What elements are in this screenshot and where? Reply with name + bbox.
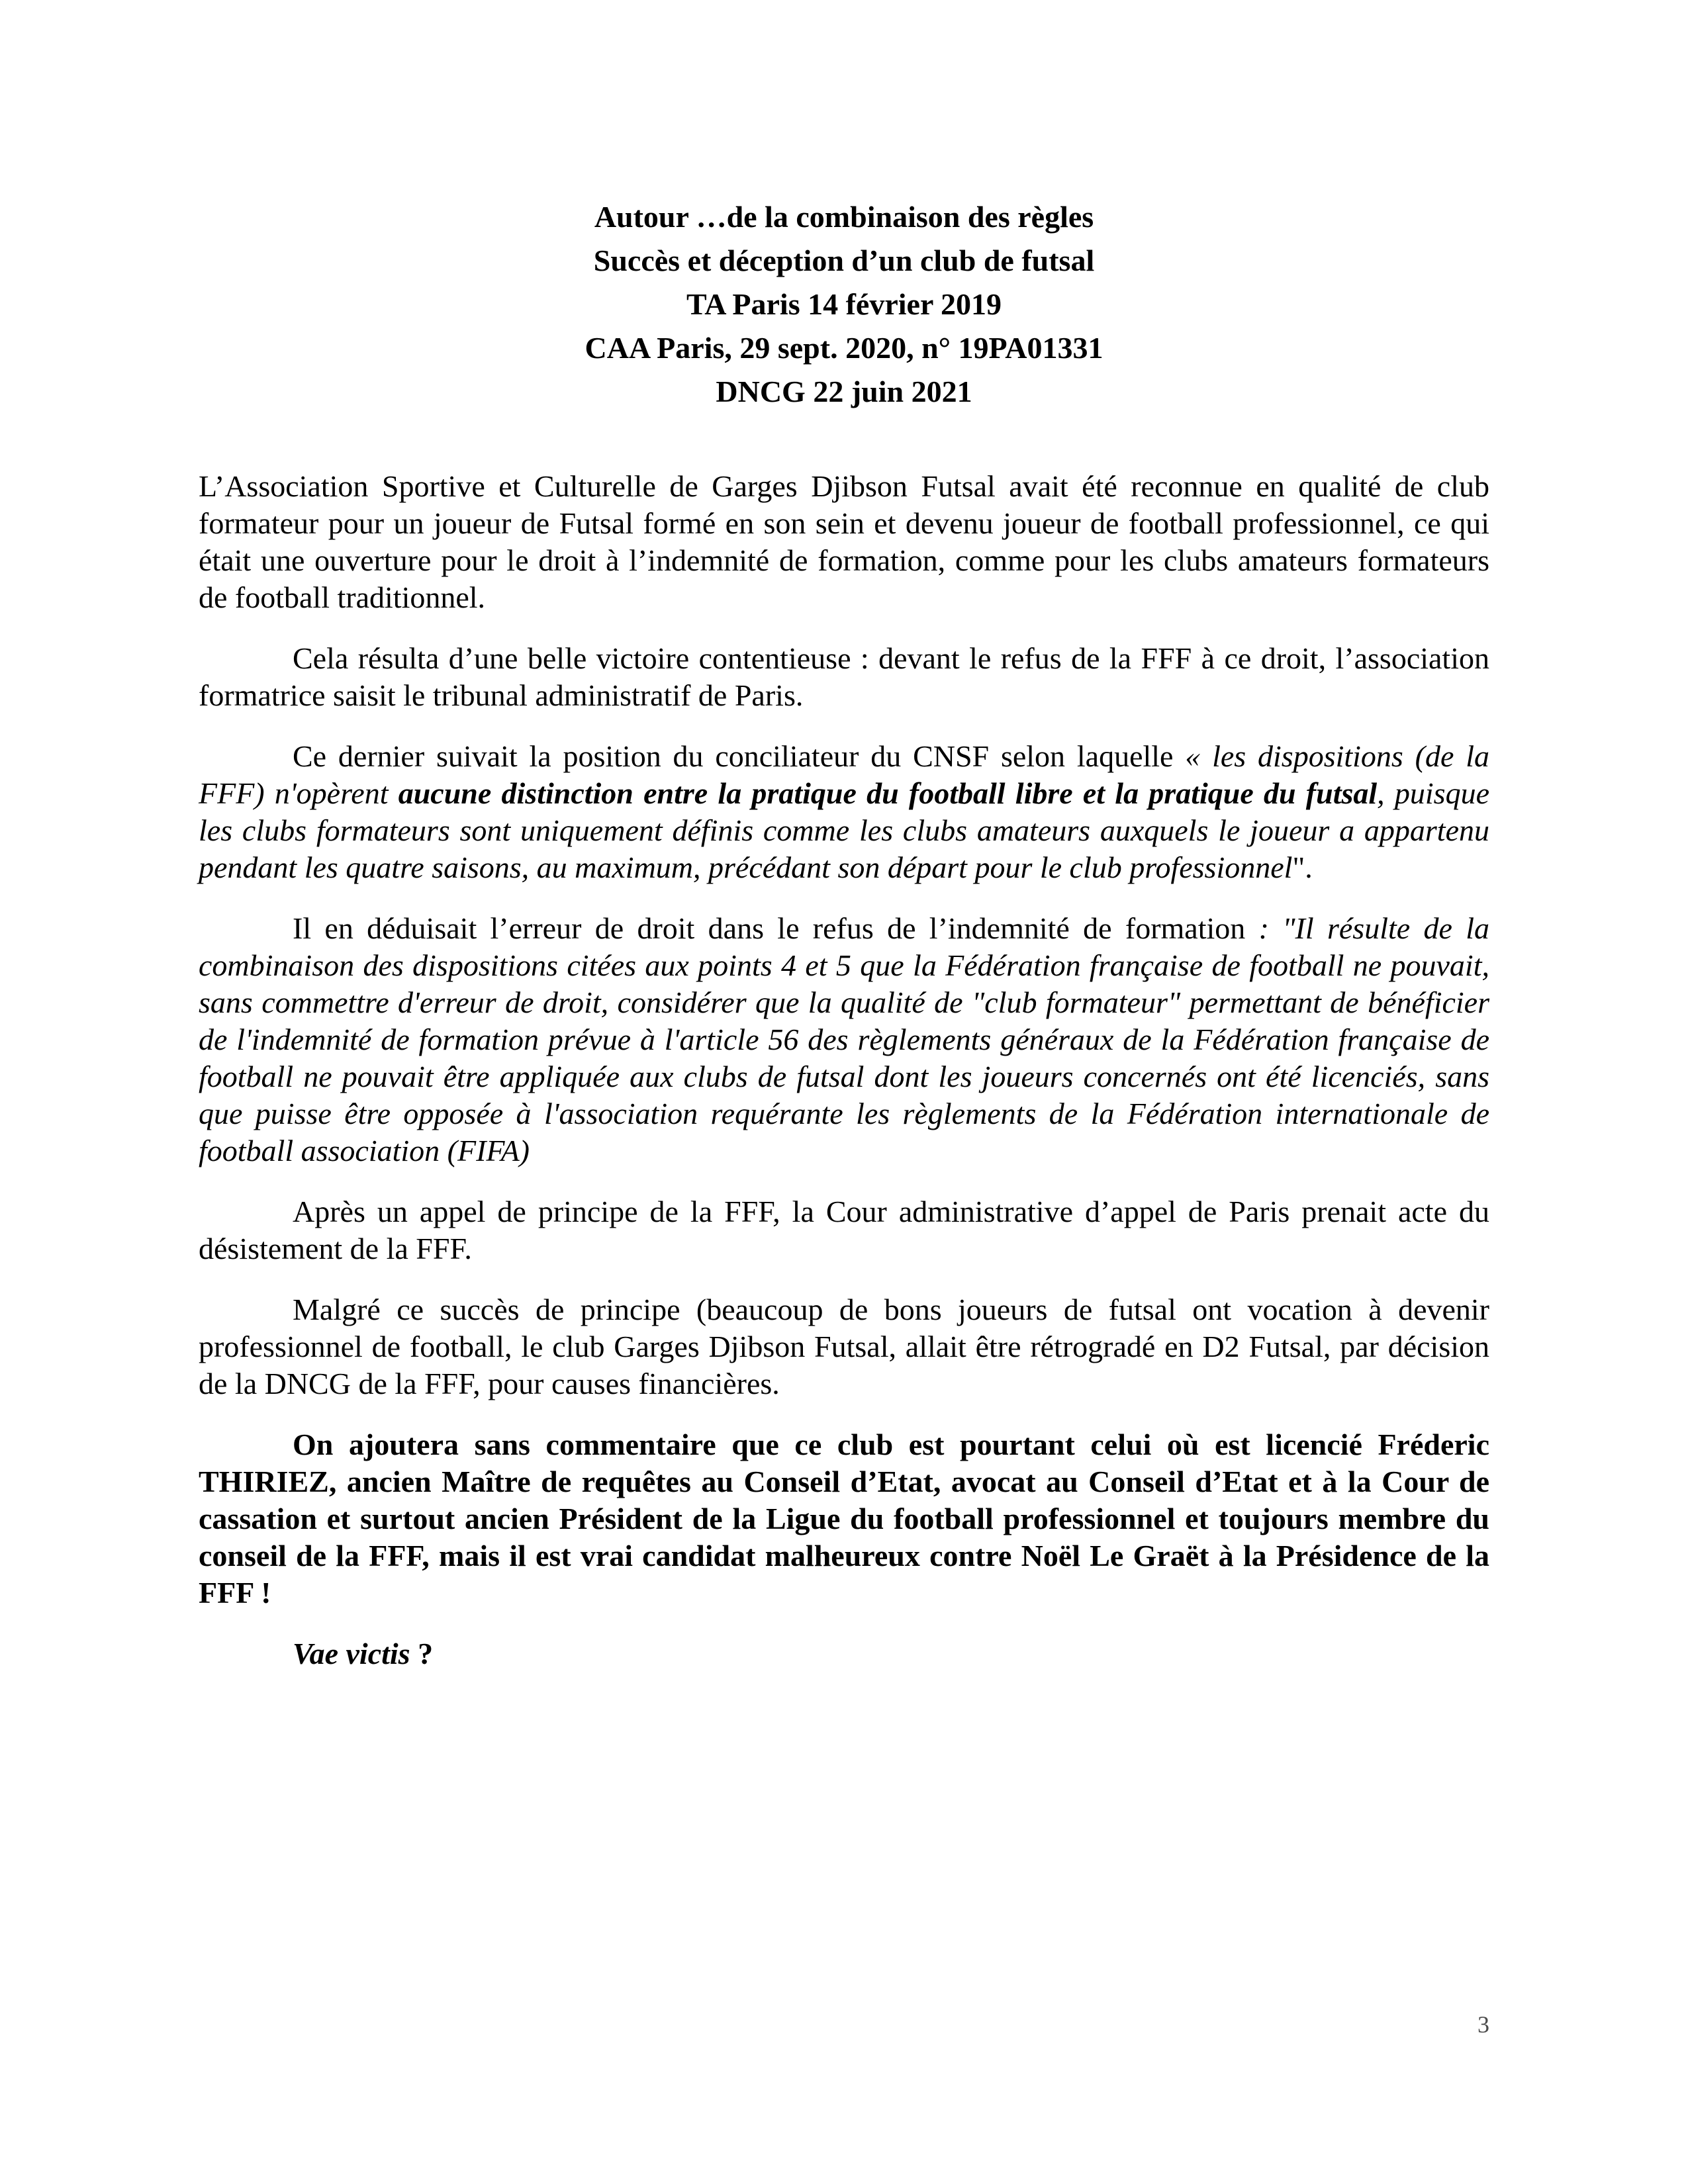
paragraph-3-quote-start: « les dispositions (de la FFF) n'opèrent [199, 739, 1489, 810]
paragraph-8 [199, 1635, 1489, 1672]
document-body [199, 468, 1489, 1696]
title-block [199, 195, 1489, 414]
paragraph-2: Cela résulta d’une belle victoire contentieuse : devant le refus de la FFF à ce droit, l’association formatrice saisit le tribunal administratif de Paris. [199, 641, 1489, 712]
paragraph-7 [199, 1426, 1489, 1612]
paragraph-3-quote-emphasis: aucune distinction entre la pratique du football libre et la pratique du futsal [398, 776, 1378, 810]
paragraph-3 [199, 738, 1489, 886]
closing-question-mark: ? [410, 1637, 434, 1670]
paragraph-4-quote: : "Il résulte de la combinaison des dispositions citées aux points 4 et 5 que la Fédération française de football ne pouvait, sans commettre d'erreur de droit, considérer que la qualité de "club formateur" permettant de bénéficier de l'indemnité de formation prévue à l'article 56 des règlements généraux de la Fédération française de football ne pouvait être appliquée aux clubs de futsal dont les joueurs concernés ont été licenciés, sans que puisse être opposée à l'association requérante les règlements de la Fédération internationale de football association (FIFA) [199, 911, 1489, 1167]
heading-subtitle: Succès et déception d’un club de futsal [593, 244, 1095, 277]
paragraph-7-text: On ajoutera sans commentaire que ce club est pourtant celui où est licencié Fréderic THIRIEZ, ancien Maître de requêtes au Conseil d’Etat, avocat au Conseil d’Etat et à la Cour de cassation et surtout ancien Président de la Ligue du football professionnel et toujours membre du conseil de la FFF, mais il est vrai candidat malheureux contre Noël Le Graët à la Présidence de la FFF ! [199, 1428, 1489, 1610]
paragraph-6: Malgré ce succès de principe (beaucoup de bons joueurs de futsal ont vocation à devenir professionnel de football, le club Garges Djibson Futsal, allait être rétrogradé en D2 Futsal, par décision de la DNCG de la FFF, pour causes financières. [199, 1293, 1489, 1400]
paragraph-3-intro: Ce dernier suivait la position du conciliateur du CNSF selon laquelle [293, 739, 1186, 773]
paragraph-4 [199, 910, 1489, 1169]
heading-dncg: DNCG 22 juin 2021 [716, 375, 972, 408]
closing-latin-phrase: Vae victis [293, 1637, 410, 1670]
heading-caa-paris: CAA Paris, 29 sept. 2020, n° 19PA01331 [585, 331, 1103, 365]
heading-ta-paris: TA Paris 14 février 2019 [686, 287, 1002, 321]
page-number: 3 [1477, 2011, 1489, 2038]
paragraph-3-quote-end: , puisque les clubs formateurs sont uniquement définis comme les clubs amateurs auxquels le joueur a appartenu pendant les quatre saisons, au maximum, précédant son départ pour le club professionnel [199, 776, 1489, 884]
paragraph-4-intro: Il en déduisait l’erreur de droit dans le refus de l’indemnité de formation [293, 911, 1259, 945]
paragraph-3-close: ". [1292, 850, 1313, 884]
paragraph-1: L’Association Sportive et Culturelle de Garges Djibson Futsal avait été reconnue en qualité de club formateur pour un joueur de Futsal formé en son sein et devenu joueur de football professionnel, ce qui était une ouverture pour le droit à l’indemnité de formation, comme pour les clubs amateurs formateurs de football traditionnel. [199, 469, 1489, 614]
heading-title: Autour …de la combinaison des règles [594, 200, 1094, 234]
paragraph-5: Après un appel de principe de la FFF, la Cour administrative d’appel de Paris prenait acte du désistement de la FFF. [199, 1195, 1489, 1265]
